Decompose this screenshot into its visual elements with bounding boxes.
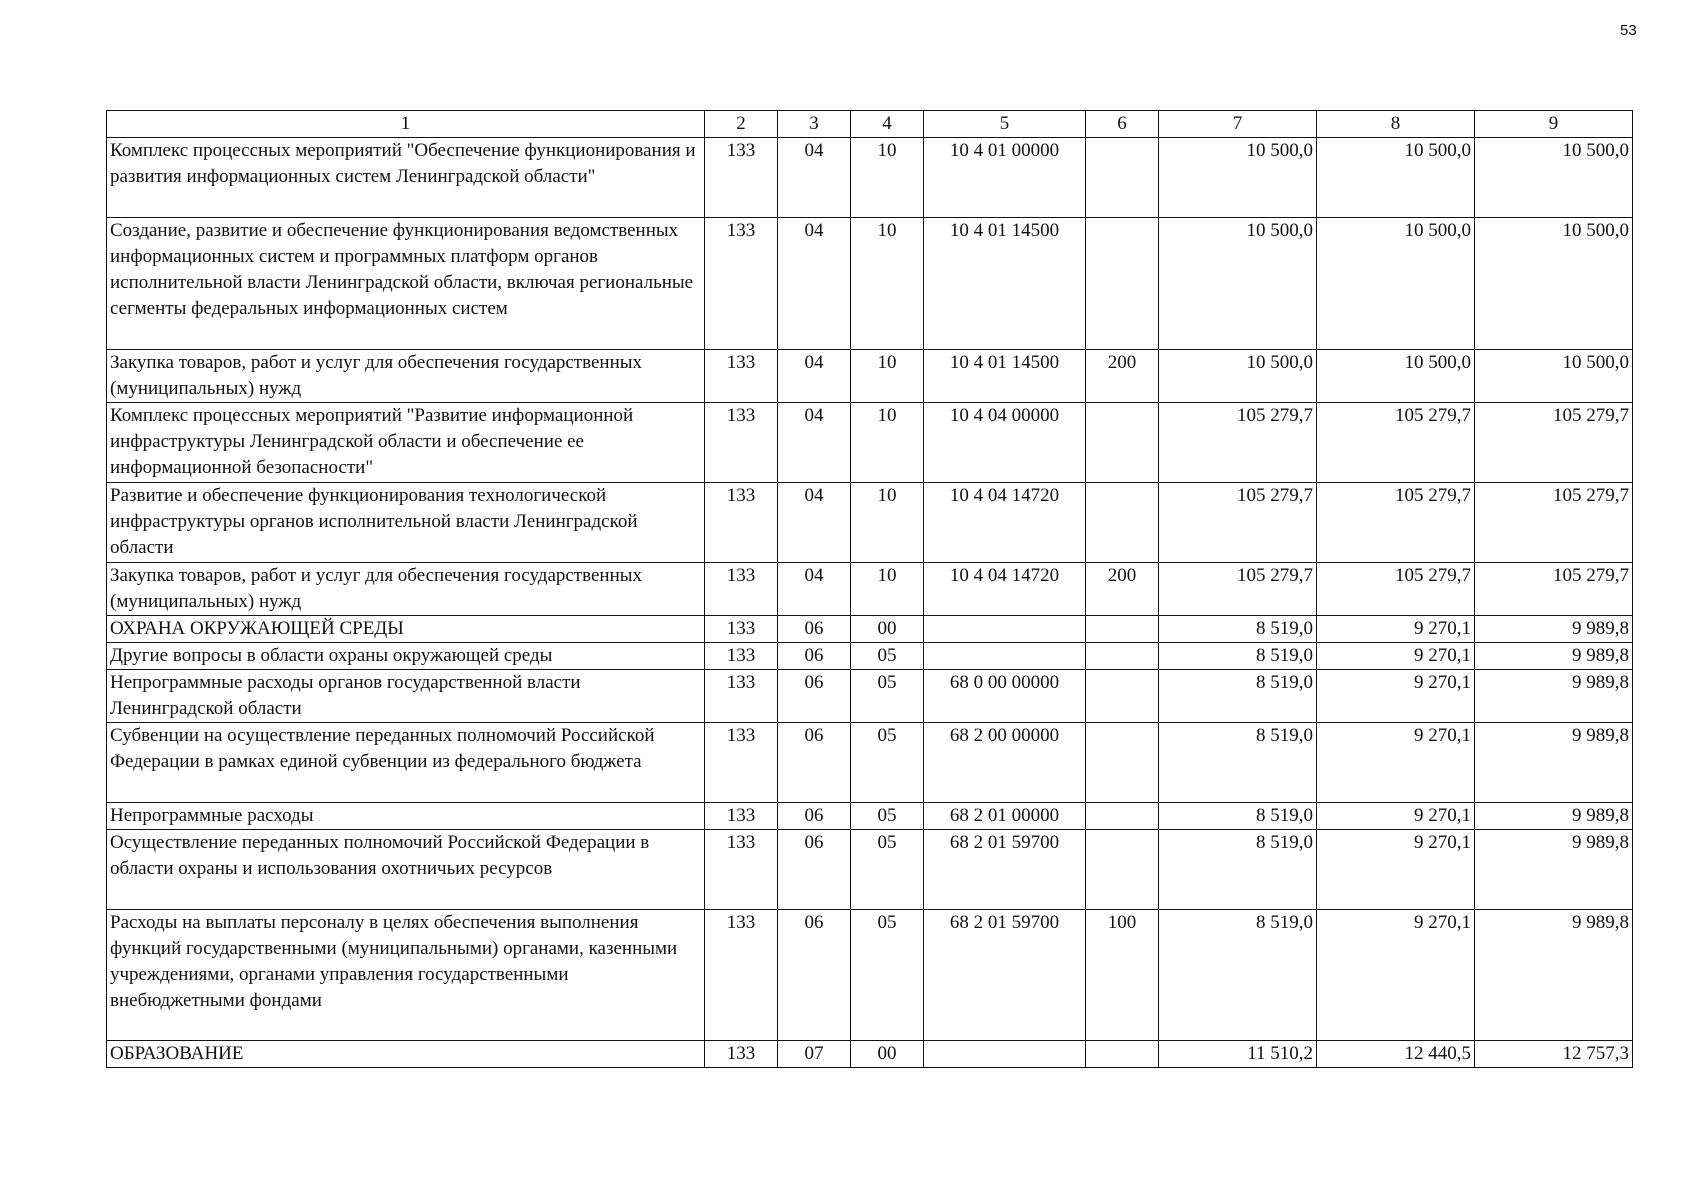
cell-expense-type bbox=[1086, 723, 1159, 803]
cell-amount-9: 10 500,0 bbox=[1475, 218, 1633, 350]
cell-amount-9: 9 989,8 bbox=[1475, 643, 1633, 670]
cell-section: 04 bbox=[778, 563, 851, 616]
cell-amount-9: 9 989,8 bbox=[1475, 803, 1633, 830]
cell-amount-7: 8 519,0 bbox=[1159, 616, 1317, 643]
cell-amount-7: 8 519,0 bbox=[1159, 803, 1317, 830]
row-name: Закупка товаров, работ и услуг для обеспечения государственных (муниципальных) нужд bbox=[107, 350, 705, 403]
column-header: 2 bbox=[705, 111, 778, 138]
cell-section: 06 bbox=[778, 643, 851, 670]
cell-target-article: 10 4 01 14500 bbox=[924, 218, 1086, 350]
cell-target-article: 10 4 04 00000 bbox=[924, 403, 1086, 483]
column-header: 9 bbox=[1475, 111, 1633, 138]
cell-ministry: 133 bbox=[705, 350, 778, 403]
cell-expense-type bbox=[1086, 616, 1159, 643]
cell-amount-9: 10 500,0 bbox=[1475, 350, 1633, 403]
row-name: Непрограммные расходы органов государственной власти Ленинградской области bbox=[107, 670, 705, 723]
cell-expense-type bbox=[1086, 643, 1159, 670]
cell-section: 04 bbox=[778, 483, 851, 563]
cell-amount-8: 105 279,7 bbox=[1317, 483, 1475, 563]
row-name: Закупка товаров, работ и услуг для обеспечения государственных (муниципальных) нужд bbox=[107, 563, 705, 616]
cell-section: 04 bbox=[778, 350, 851, 403]
table-row bbox=[107, 350, 1633, 403]
column-header: 1 bbox=[107, 111, 705, 138]
cell-target-article: 68 2 01 00000 bbox=[924, 803, 1086, 830]
cell-expense-type bbox=[1086, 830, 1159, 910]
cell-target-article bbox=[924, 1041, 1086, 1068]
cell-target-article: 68 2 01 59700 bbox=[924, 830, 1086, 910]
table-row bbox=[107, 723, 1633, 803]
cell-subsection: 05 bbox=[851, 910, 924, 1041]
cell-amount-8: 9 270,1 bbox=[1317, 643, 1475, 670]
header-row bbox=[107, 111, 1633, 138]
cell-expense-type bbox=[1086, 670, 1159, 723]
row-name: ОХРАНА ОКРУЖАЮЩЕЙ СРЕДЫ bbox=[107, 616, 705, 643]
cell-ministry: 133 bbox=[705, 616, 778, 643]
cell-ministry: 133 bbox=[705, 403, 778, 483]
cell-subsection: 00 bbox=[851, 1041, 924, 1068]
column-header: 4 bbox=[851, 111, 924, 138]
cell-target-article: 10 4 01 14500 bbox=[924, 350, 1086, 403]
cell-ministry: 133 bbox=[705, 1041, 778, 1068]
cell-ministry: 133 bbox=[705, 563, 778, 616]
cell-subsection: 10 bbox=[851, 138, 924, 218]
cell-ministry: 133 bbox=[705, 483, 778, 563]
table-row bbox=[107, 483, 1633, 563]
row-name: Непрограммные расходы bbox=[107, 803, 705, 830]
table-row bbox=[107, 616, 1633, 643]
column-header: 8 bbox=[1317, 111, 1475, 138]
row-name: Другие вопросы в области охраны окружающей среды bbox=[107, 643, 705, 670]
row-name: Расходы на выплаты персоналу в целях обеспечения выполнения функций государственными (муниципальными) органами, казенными учреждениями, органами управления государственными внебюджетными фондами bbox=[107, 910, 705, 1041]
cell-target-article: 68 0 00 00000 bbox=[924, 670, 1086, 723]
cell-subsection: 10 bbox=[851, 350, 924, 403]
cell-target-article bbox=[924, 643, 1086, 670]
cell-amount-9: 105 279,7 bbox=[1475, 563, 1633, 616]
row-name: Создание, развитие и обеспечение функционирования ведомственных информационных систем и программных платформ органов исполнительной власти Ленинградской области, включая региональные сегменты федеральных информационных систем bbox=[107, 218, 705, 350]
column-header: 7 bbox=[1159, 111, 1317, 138]
table-row bbox=[107, 803, 1633, 830]
cell-ministry: 133 bbox=[705, 138, 778, 218]
cell-expense-type bbox=[1086, 138, 1159, 218]
cell-subsection: 05 bbox=[851, 830, 924, 910]
cell-amount-9: 9 989,8 bbox=[1475, 910, 1633, 1041]
cell-amount-7: 8 519,0 bbox=[1159, 830, 1317, 910]
cell-ministry: 133 bbox=[705, 218, 778, 350]
cell-expense-type: 200 bbox=[1086, 563, 1159, 616]
row-name: Развитие и обеспечение функционирования технологической инфраструктуры органов исполнительной власти Ленинградской области bbox=[107, 483, 705, 563]
row-name: ОБРАЗОВАНИЕ bbox=[107, 1041, 705, 1068]
column-header: 3 bbox=[778, 111, 851, 138]
cell-ministry: 133 bbox=[705, 670, 778, 723]
cell-amount-7: 105 279,7 bbox=[1159, 403, 1317, 483]
cell-subsection: 10 bbox=[851, 563, 924, 616]
cell-subsection: 10 bbox=[851, 483, 924, 563]
cell-amount-9: 9 989,8 bbox=[1475, 723, 1633, 803]
cell-ministry: 133 bbox=[705, 643, 778, 670]
cell-amount-8: 105 279,7 bbox=[1317, 403, 1475, 483]
table-row bbox=[107, 218, 1633, 350]
cell-amount-9: 12 757,3 bbox=[1475, 1041, 1633, 1068]
cell-amount-7: 8 519,0 bbox=[1159, 910, 1317, 1041]
cell-amount-8: 9 270,1 bbox=[1317, 830, 1475, 910]
cell-section: 06 bbox=[778, 803, 851, 830]
cell-amount-8: 12 440,5 bbox=[1317, 1041, 1475, 1068]
row-name: Осуществление переданных полномочий Российской Федерации в области охраны и использования охотничьих ресурсов bbox=[107, 830, 705, 910]
cell-amount-9: 9 989,8 bbox=[1475, 616, 1633, 643]
cell-amount-8: 9 270,1 bbox=[1317, 670, 1475, 723]
cell-amount-8: 10 500,0 bbox=[1317, 218, 1475, 350]
cell-subsection: 10 bbox=[851, 403, 924, 483]
cell-amount-9: 10 500,0 bbox=[1475, 138, 1633, 218]
cell-amount-7: 10 500,0 bbox=[1159, 350, 1317, 403]
cell-target-article: 10 4 04 14720 bbox=[924, 563, 1086, 616]
cell-ministry: 133 bbox=[705, 723, 778, 803]
cell-expense-type bbox=[1086, 218, 1159, 350]
row-name: Субвенции на осуществление переданных полномочий Российской Федерации в рамках единой субвенции из федерального бюджета bbox=[107, 723, 705, 803]
cell-amount-7: 105 279,7 bbox=[1159, 483, 1317, 563]
cell-target-article: 68 2 01 59700 bbox=[924, 910, 1086, 1041]
cell-amount-7: 105 279,7 bbox=[1159, 563, 1317, 616]
table-row bbox=[107, 910, 1633, 1041]
table-row bbox=[107, 1041, 1633, 1068]
column-header: 6 bbox=[1086, 111, 1159, 138]
cell-amount-8: 9 270,1 bbox=[1317, 803, 1475, 830]
cell-subsection: 05 bbox=[851, 723, 924, 803]
cell-target-article: 68 2 00 00000 bbox=[924, 723, 1086, 803]
table-row bbox=[107, 643, 1633, 670]
table-row bbox=[107, 403, 1633, 483]
cell-target-article bbox=[924, 616, 1086, 643]
cell-section: 06 bbox=[778, 830, 851, 910]
cell-amount-8: 9 270,1 bbox=[1317, 616, 1475, 643]
cell-ministry: 133 bbox=[705, 803, 778, 830]
cell-amount-8: 9 270,1 bbox=[1317, 910, 1475, 1041]
cell-amount-7: 11 510,2 bbox=[1159, 1041, 1317, 1068]
cell-section: 06 bbox=[778, 616, 851, 643]
cell-expense-type bbox=[1086, 483, 1159, 563]
row-name: Комплекс процессных мероприятий "Обеспечение функционирования и развития информационных систем Ленинградской области" bbox=[107, 138, 705, 218]
cell-ministry: 133 bbox=[705, 830, 778, 910]
cell-subsection: 10 bbox=[851, 218, 924, 350]
cell-amount-7: 8 519,0 bbox=[1159, 723, 1317, 803]
cell-expense-type bbox=[1086, 403, 1159, 483]
table-row bbox=[107, 830, 1633, 910]
cell-amount-8: 10 500,0 bbox=[1317, 138, 1475, 218]
cell-amount-8: 9 270,1 bbox=[1317, 723, 1475, 803]
cell-amount-9: 9 989,8 bbox=[1475, 830, 1633, 910]
cell-amount-9: 9 989,8 bbox=[1475, 670, 1633, 723]
cell-section: 07 bbox=[778, 1041, 851, 1068]
cell-section: 06 bbox=[778, 670, 851, 723]
cell-section: 04 bbox=[778, 218, 851, 350]
cell-amount-8: 10 500,0 bbox=[1317, 350, 1475, 403]
cell-subsection: 05 bbox=[851, 670, 924, 723]
cell-expense-type: 200 bbox=[1086, 350, 1159, 403]
cell-expense-type bbox=[1086, 1041, 1159, 1068]
cell-amount-9: 105 279,7 bbox=[1475, 483, 1633, 563]
page-number: 53 bbox=[1620, 22, 1637, 39]
row-name: Комплекс процессных мероприятий "Развитие информационной инфраструктуры Ленинградской области и обеспечение ее информационной безопасности" bbox=[107, 403, 705, 483]
cell-amount-7: 10 500,0 bbox=[1159, 218, 1317, 350]
cell-expense-type bbox=[1086, 803, 1159, 830]
table-row bbox=[107, 138, 1633, 218]
cell-subsection: 05 bbox=[851, 803, 924, 830]
cell-subsection: 00 bbox=[851, 616, 924, 643]
cell-target-article: 10 4 01 00000 bbox=[924, 138, 1086, 218]
table-row bbox=[107, 670, 1633, 723]
cell-ministry: 133 bbox=[705, 910, 778, 1041]
cell-target-article: 10 4 04 14720 bbox=[924, 483, 1086, 563]
cell-amount-7: 8 519,0 bbox=[1159, 670, 1317, 723]
cell-section: 06 bbox=[778, 723, 851, 803]
cell-section: 04 bbox=[778, 138, 851, 218]
column-header: 5 bbox=[924, 111, 1086, 138]
cell-amount-8: 105 279,7 bbox=[1317, 563, 1475, 616]
cell-amount-7: 10 500,0 bbox=[1159, 138, 1317, 218]
cell-section: 06 bbox=[778, 910, 851, 1041]
cell-section: 04 bbox=[778, 403, 851, 483]
cell-expense-type: 100 bbox=[1086, 910, 1159, 1041]
cell-amount-9: 105 279,7 bbox=[1475, 403, 1633, 483]
cell-subsection: 05 bbox=[851, 643, 924, 670]
table-row bbox=[107, 563, 1633, 616]
budget-table bbox=[106, 110, 1633, 1068]
cell-amount-7: 8 519,0 bbox=[1159, 643, 1317, 670]
